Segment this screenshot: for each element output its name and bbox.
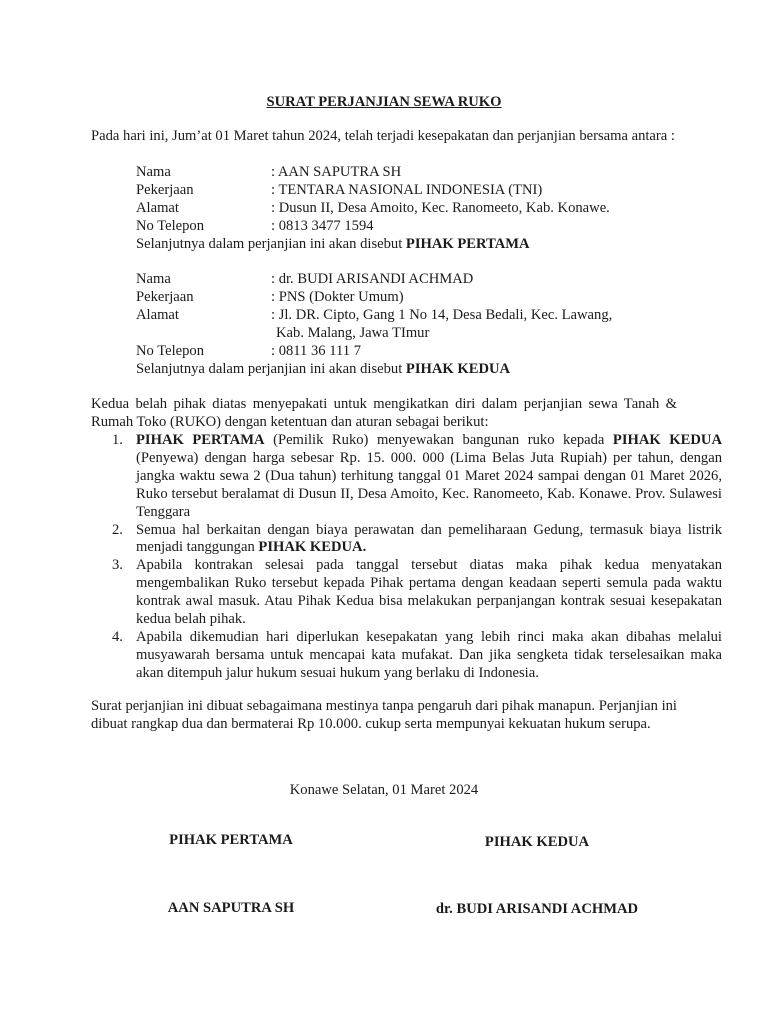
signature-name-right: dr. BUDI ARISANDI ACHMAD xyxy=(435,901,639,917)
party1-name-row xyxy=(136,164,677,182)
party2-job-row xyxy=(136,289,677,307)
field-label: Pekerjaan xyxy=(136,288,194,305)
term-text: (Penyewa) dengan harga sebesar Rp. 15. 000. 000 (Lima Belas Juta Rupiah) per tahun, dengan jangka waktu sewa 2 (Dua tahun) terhitung tanggal 01 Maret 2024 sampai dengan 01 Maret 2026, Ruko tersebut beralamat di Dusun II, Desa Amoito, Kec. Ranomeeto, Kab. Konawe. Prov. Sulawesi Tenggara xyxy=(136,449,722,520)
term-bold-text: PIHAK KEDUA xyxy=(612,432,723,448)
term-text: Apabila kontrakan selesai pada tanggal tersebut diatas maka pihak kedua menyatakan mengembalikan Ruko tersebut kepada Pihak pertama dengan keadaan seperti semula pada waktu kontrak awal masuk. Atau Pihak Kedua bisa melakukan perpanjangan kontrak sesuai kesepakatan kedua belah pihak. xyxy=(136,557,722,628)
document-title: SURAT PERJANJIAN SEWA RUKO xyxy=(266,94,502,110)
term-item-2 xyxy=(112,521,722,558)
term-number: 2. xyxy=(112,521,123,538)
field-label: Alamat xyxy=(136,199,179,216)
field-value: : PNS (Dokter Umum) xyxy=(271,288,404,305)
term-item-1 xyxy=(112,432,723,522)
term-text: Apabila dikemudian hari diperlukan kesepakatan yang lebih rinci maka akan dibahas melalui musyawarah bersama untuk mencapai kata mufakat. Dan jika sengketa tidak terselesaikan maka akan ditempuh jalur hukum sesuai hukum yang berlaku di Indonesia. xyxy=(136,628,722,681)
term-number: 3. xyxy=(112,557,123,574)
party1-details xyxy=(136,164,677,254)
party1-job-row xyxy=(136,182,677,200)
field-label: No Telepon xyxy=(136,342,205,359)
signature-role-right: PIHAK KEDUA xyxy=(484,834,590,850)
designation-prefix: Selanjutnya dalam perjanjian ini akan disebut xyxy=(136,360,406,377)
signature-role-left: PIHAK PERTAMA xyxy=(169,832,293,848)
designation-label: PIHAK KEDUA xyxy=(405,360,511,377)
term-number: 1. xyxy=(112,432,123,448)
party2-designation xyxy=(136,361,677,379)
party1-address-row xyxy=(136,200,677,218)
term-text: Semua hal berkaitan dengan biaya perawatan dan pemeliharaan Gedung, termasuk biaya listrik menjadi tanggungan xyxy=(136,521,722,556)
intro-paragraph: Pada hari ini, Jum’at 01 Maret tahun 2024, telah terjadi kesepakatan dan perjanjian bersama antara : xyxy=(91,128,675,144)
field-label: Nama xyxy=(136,164,171,180)
field-value: : TENTARA NASIONAL INDONESIA (TNI) xyxy=(271,181,543,198)
designation-label: PIHAK PERTAMA xyxy=(405,235,530,252)
party1-designation xyxy=(136,236,677,254)
field-value: : AAN SAPUTRA SH xyxy=(271,164,402,180)
field-value: Kab. Malang, Jawa TImur xyxy=(276,324,430,341)
signature-name-left: AAN SAPUTRA SH xyxy=(167,900,295,916)
agreement-intro-paragraph: Kedua belah pihak diatas menyepakati untuk mengikatkan diri dalam perjanjian sewa Tanah & Rumah Toko (RUKO) dengan ketentuan dan aturan sebagai berikut: xyxy=(91,396,677,430)
field-label: Alamat xyxy=(136,306,179,323)
field-label xyxy=(136,325,271,343)
term-bold-text: PIHAK PERTAMA xyxy=(136,432,265,448)
field-value: : dr. BUDI ARISANDI ACHMAD xyxy=(271,271,474,287)
field-label: Nama xyxy=(136,271,171,287)
terms-list xyxy=(91,432,722,683)
party2-address-continued-row xyxy=(136,325,677,343)
designation-prefix: Selanjutnya dalam perjanjian ini akan disebut xyxy=(136,235,406,252)
term-text: (Pemilik Ruko) menyewakan bangunan ruko kepada xyxy=(264,432,613,448)
term-item-3 xyxy=(112,557,722,629)
party2-details xyxy=(136,271,677,378)
field-value: : Dusun II, Desa Amoito, Kec. Ranomeeto, Kab. Konawe. xyxy=(271,199,610,216)
field-value: : Jl. DR. Cipto, Gang 1 No 14, Desa Bedali, Kec. Lawang, xyxy=(271,306,613,323)
field-value: : 0811 36 111 7 xyxy=(271,342,361,359)
term-bold-text: PIHAK KEDUA. xyxy=(258,539,367,556)
term-item-4 xyxy=(112,628,722,683)
party2-address-row xyxy=(136,307,677,325)
field-label: No Telepon xyxy=(136,217,205,234)
party1-phone-row xyxy=(136,218,677,236)
party2-name-row xyxy=(136,271,677,289)
field-value: : 0813 3477 1594 xyxy=(271,217,374,234)
term-number: 4. xyxy=(112,628,123,645)
party2-phone-row xyxy=(136,343,677,361)
closing-paragraph: Surat perjanjian ini dibuat sebagaimana mestinya tanpa pengaruh dari pihak manapun. Perjanjian ini dibuat rangkap dua dan bermaterai Rp 10.000. cukup serta mempunyai kekuatan hukum serupa. xyxy=(91,698,677,732)
field-label: Pekerjaan xyxy=(136,181,194,198)
place-date: Konawe Selatan, 01 Maret 2024 xyxy=(289,782,479,798)
